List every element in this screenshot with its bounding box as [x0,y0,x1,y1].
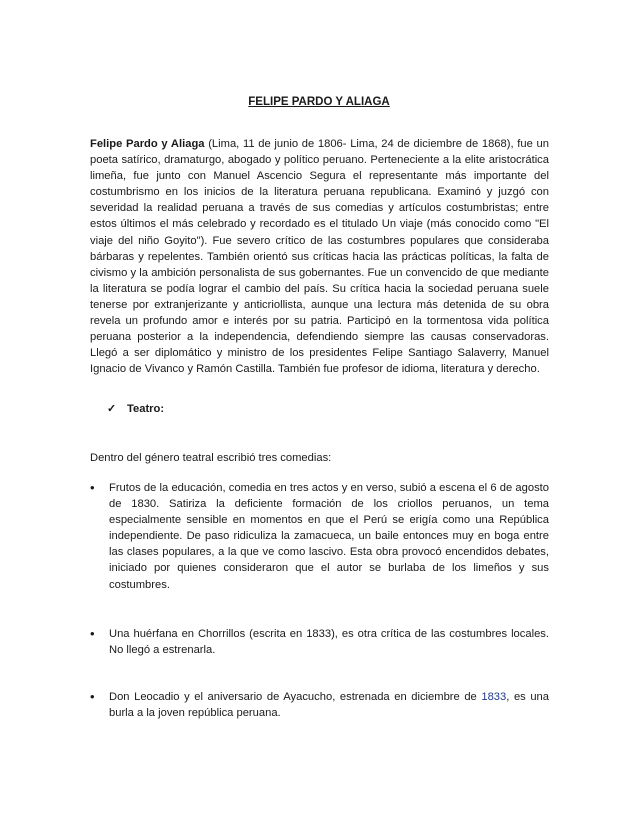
page-title: FELIPE PARDO Y ALIAGA [248,96,390,108]
intro-paragraph [90,136,549,377]
section-heading-label: Teatro: [127,403,165,415]
list-item-text: Una huérfana en Chorrillos (escrita en 1833), es otra crítica de las costumbres locales. No llegó a estrenarla. [109,628,549,657]
section-heading [107,402,164,415]
list-item [90,480,549,593]
author-name: Felipe Pardo y Aliaga [90,138,205,150]
list-item-text-start: Don Leocadio y el aniversario de Ayacucho, estrenada en diciembre de [109,691,482,703]
list-item [90,689,549,721]
bullet-icon: • [90,480,95,495]
list-item-text: Frutos de la educación, comedia en tres actos y en verso, subió a escena el 6 de agosto de 1830. Satiriza la deficiente formación de los criollos peruanos, un tema especialmente sensible en momentos en que el Perú se erigía como una República independiente. De paso ridiculiza la zamacueca, un baile entonces muy en boga entre las clases populares, a la que ve como lascivo. Esta obra provocó encendidos debates, iniciado por quienes consideraron que el autor se burlaba de los limeños y sus costumbres. [109,482,549,591]
lead-sentence: Dentro del género teatral escribió tres comedias: [90,452,332,464]
list-item-text-end: , es una burla a la joven república peruana. [109,691,550,720]
bullet-icon: • [90,689,95,704]
bullet-icon: • [90,626,95,641]
list-item [90,626,549,658]
list-item-text [109,689,549,721]
checkmark-icon: ✓ [107,403,117,415]
intro-body: (Lima, 11 de junio de 1806- Lima, 24 de diciembre de 1868), fue un poeta satírico, dramaturgo, abogado y político peruano. Perteneciente a la elite aristocrática limeña, fue junto con Manuel Ascencio Segura el representante más importante del costumbrismo en los inicios de la literatura peruana republicana. Examinó y juzgó con severidad la realidad peruana a través de sus comedias y artículos costumbristas; entre estos últimos el más celebrado y recordado es el titulado Un viaje (más conocido como "El viaje del niño Goyito"). Fue severo crítico de las costumbres populares que consideraba bárbaras y repelentes. También orientó sus críticas hacia las prácticas políticas, la falta de civismo y la ambición personalista de sus gobernantes. Fue un convencido de que mediante la literatura se podía lograr el cambio del país. Su crítica hacia la sociedad peruana suele tenerse por extranjerizante y anticriollista, aunque una lectura más detenida de su obra revela un profundo amor e interés por su patria. Participó en la tormentosa vida política peruana posterior a la independencia, defendiendo siempre las causas conservadoras. Llegó a ser diplomático y ministro de los presidentes Felipe Santiago Salaverry, Manuel Ignacio de Vivanco y Ramón Castilla. También fue profesor de idioma, literatura y derecho. [90,138,549,376]
year-link[interactable]: 1833 [481,691,507,703]
